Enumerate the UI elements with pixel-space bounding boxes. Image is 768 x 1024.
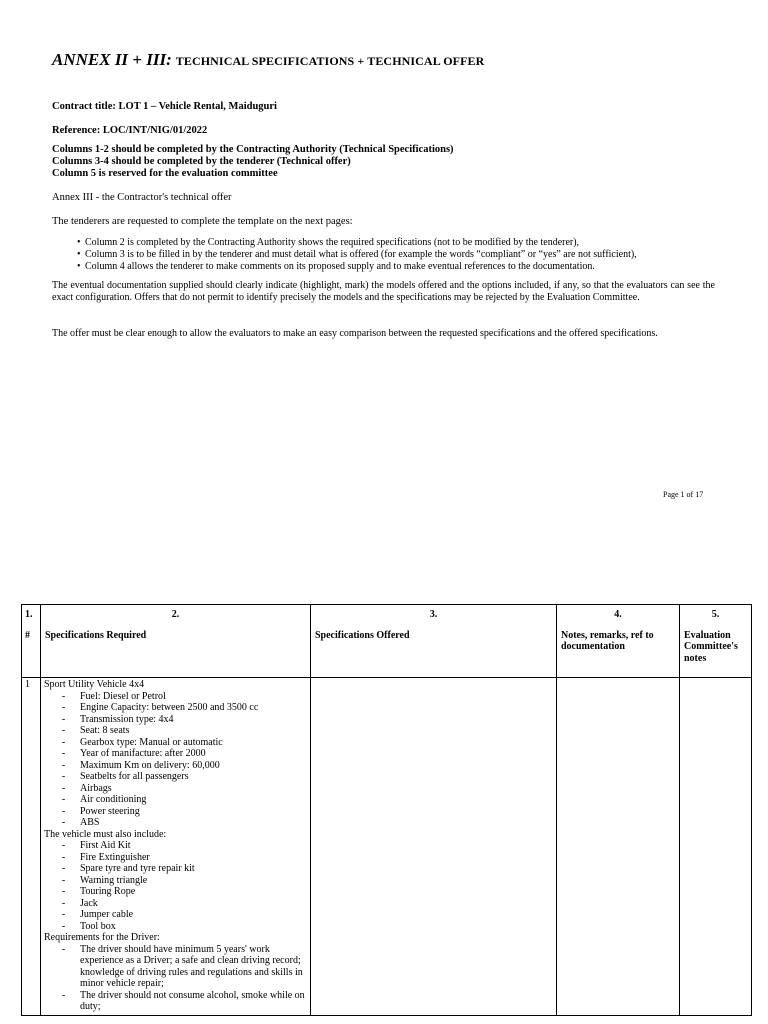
header-number: 3.	[429, 609, 438, 620]
driver-title: Requirements for the Driver:	[44, 932, 160, 943]
table-row	[22, 678, 752, 1016]
list-item	[44, 806, 308, 818]
list-item	[44, 863, 308, 875]
heading-lead: ANNEX II + III:	[52, 50, 172, 69]
column-note-2: Columns 3-4 should be completed by the tenderer (Technical offer)	[52, 156, 351, 167]
list-item-text: Fire Extinguisher	[80, 851, 150, 863]
dash-marker: -	[61, 943, 66, 955]
dash-marker: -	[61, 725, 66, 736]
dash-marker: -	[61, 748, 66, 759]
list-item-text: Touring Rope	[80, 886, 136, 897]
dash-marker: -	[61, 782, 66, 794]
list-item	[44, 921, 308, 933]
list-item-text: Transmission type: 4x4	[80, 713, 174, 725]
dash-marker: -	[61, 713, 66, 725]
table-header-row	[22, 605, 752, 678]
list-item-text: The driver should not consume alcohol, smoke while on duty;	[80, 989, 305, 1012]
header-label: #	[25, 629, 30, 641]
header-label: Evaluation Committee's notes	[684, 629, 738, 664]
list-item-text: Spare tyre and tyre repair kit	[80, 863, 195, 874]
list-item-text: Seat: 8 seats	[80, 725, 130, 736]
header-number: 5.	[711, 609, 720, 620]
annex-line: Annex III - the Contractor's technical offer	[52, 192, 232, 203]
header-col-5	[680, 605, 752, 678]
dash-marker: -	[61, 794, 66, 805]
header-label: Specifications Offered	[315, 629, 410, 641]
list-item	[44, 840, 308, 852]
evaluation-notes-cell[interactable]	[680, 678, 752, 1016]
offer-paragraph: The offer must be clear enough to allow the evaluators to make an easy comparison between the requested specifications and the offered specifications.	[52, 328, 658, 339]
list-item-text: Year of manifacture: after 2000	[80, 748, 206, 759]
bullet-list	[77, 237, 637, 273]
vehicle-spec-list	[44, 691, 308, 829]
dash-marker: -	[61, 771, 66, 782]
header-col-2	[41, 605, 311, 678]
list-item	[44, 725, 308, 737]
dash-marker: -	[61, 874, 66, 886]
list-item	[44, 760, 308, 772]
list-item	[44, 944, 308, 990]
list-item	[44, 817, 308, 829]
dash-marker: -	[61, 736, 66, 748]
bullet-item: • Column 3 is to be filled in by the tenderer and must detail what is offered (for example the words “compliant” or “yes” are not sufficient),	[77, 249, 637, 260]
list-item	[44, 737, 308, 749]
list-item	[44, 771, 308, 783]
list-item-text: Engine Capacity: between 2500 and 3500 cc	[80, 702, 259, 713]
row-number: 1	[22, 678, 41, 1016]
specifications-table	[21, 604, 752, 1016]
notes-cell[interactable]	[557, 678, 680, 1016]
include-title: The vehicle must also include:	[44, 828, 167, 840]
list-item-text: Tool box	[80, 920, 116, 932]
header-number: 2.	[171, 609, 180, 620]
dash-marker: -	[61, 805, 66, 817]
list-item-text: Airbags	[80, 782, 112, 794]
specifications-required-cell	[41, 678, 311, 1016]
vehicle-title: Sport Utility Vehicle 4x4	[44, 679, 145, 690]
list-item	[44, 702, 308, 714]
dash-marker: -	[61, 886, 66, 897]
contract-title: Contract title: LOT 1 – Vehicle Rental, Maiduguri	[52, 101, 277, 112]
list-item-text: Maximum Km on delivery: 60,000	[80, 759, 220, 771]
bullet-item: • Column 4 allows the tenderer to make comments on its proposed supply and to make eventual references to the documentation.	[77, 261, 595, 272]
list-item-text: Seatbelts for all passengers	[80, 771, 189, 782]
header-col-4	[557, 605, 680, 678]
documentation-paragraph: The eventual documentation supplied should clearly indicate (highlight, mark) the models offered and the options included, if any, so that the evaluators can see the exact configuration. Offers that do not permit to identify precisely the models and the specifications may be rejected by the Evaluation Committee.	[52, 280, 715, 303]
list-item	[44, 748, 308, 760]
dash-marker: -	[61, 920, 66, 932]
list-item	[44, 794, 308, 806]
list-item	[44, 909, 308, 921]
page-number: Page 1 of 17	[663, 490, 704, 499]
bullet-text: Column 2 is completed by the Contracting Authority shows the required specifications (not to be modified by the tenderer),	[85, 237, 580, 248]
header-number: 1.	[25, 609, 33, 620]
dash-marker: -	[61, 840, 66, 851]
list-item	[44, 852, 308, 864]
bullet-item: • Column 2 is completed by the Contracting Authority shows the required specifications (not to be modified by the tenderer),	[77, 237, 580, 248]
heading-title: TECHNICAL SPECIFICATIONS + TECHNICAL OFFER	[175, 54, 485, 68]
dash-marker: -	[61, 851, 66, 863]
list-item	[44, 990, 308, 1013]
dash-marker: -	[61, 863, 66, 874]
list-item	[44, 886, 308, 898]
document-heading	[52, 50, 484, 70]
list-item-text: The driver should have minimum 5 years' work experience as a Driver; a safe and clean driving record; knowledge of driving rules and regulations and skills in minor vehicle repair;	[80, 943, 303, 989]
column-note-3: Column 5 is reserved for the evaluation committee	[52, 168, 278, 179]
reference: Reference: LOC/INT/NIG/01/2022	[52, 125, 208, 136]
include-list	[44, 840, 308, 932]
dash-marker: -	[61, 817, 66, 828]
bullet-text: Column 3 is to be filled in by the tenderer and must detail what is offered (for example the words “compliant” or “yes” are not sufficient),	[85, 249, 637, 260]
list-item-text: Fuel: Diesel or Petrol	[80, 690, 166, 702]
driver-list	[44, 944, 308, 1013]
list-item	[44, 875, 308, 887]
dash-marker: -	[61, 909, 66, 920]
list-item-text: Jumper cable	[80, 909, 134, 920]
list-item-text: ABS	[80, 817, 100, 828]
dash-marker: -	[61, 989, 66, 1001]
intro-text: The tenderers are requested to complete the template on the next pages:	[52, 216, 353, 227]
header-number: 4.	[614, 609, 622, 620]
list-item-text: Air conditioning	[80, 794, 147, 805]
list-item	[44, 898, 308, 910]
dash-marker: -	[61, 759, 66, 771]
list-item-text: Jack	[80, 897, 98, 909]
column-note-1: Columns 1-2 should be completed by the Contracting Authority (Technical Specifications)	[52, 144, 454, 155]
header-label: Specifications Required	[45, 629, 147, 641]
header-label: Notes, remarks, ref to documentation	[561, 629, 654, 652]
dash-marker: -	[61, 897, 66, 909]
list-item	[44, 714, 308, 726]
header-col-3	[311, 605, 557, 678]
list-item-text: Warning triangle	[80, 874, 148, 886]
dash-marker: -	[61, 702, 66, 713]
header-col-1	[22, 605, 41, 678]
dash-marker: -	[61, 690, 66, 702]
list-item	[44, 691, 308, 703]
list-item-text: Gearbox type: Manual or automatic	[80, 736, 223, 748]
list-item	[44, 783, 308, 795]
bullet-text: Column 4 allows the tenderer to make comments on its proposed supply and to make eventual references to the documentation.	[85, 261, 595, 272]
list-item-text: First Aid Kit	[80, 840, 131, 851]
list-item-text: Power steering	[80, 805, 140, 817]
specifications-offered-cell[interactable]	[311, 678, 557, 1016]
